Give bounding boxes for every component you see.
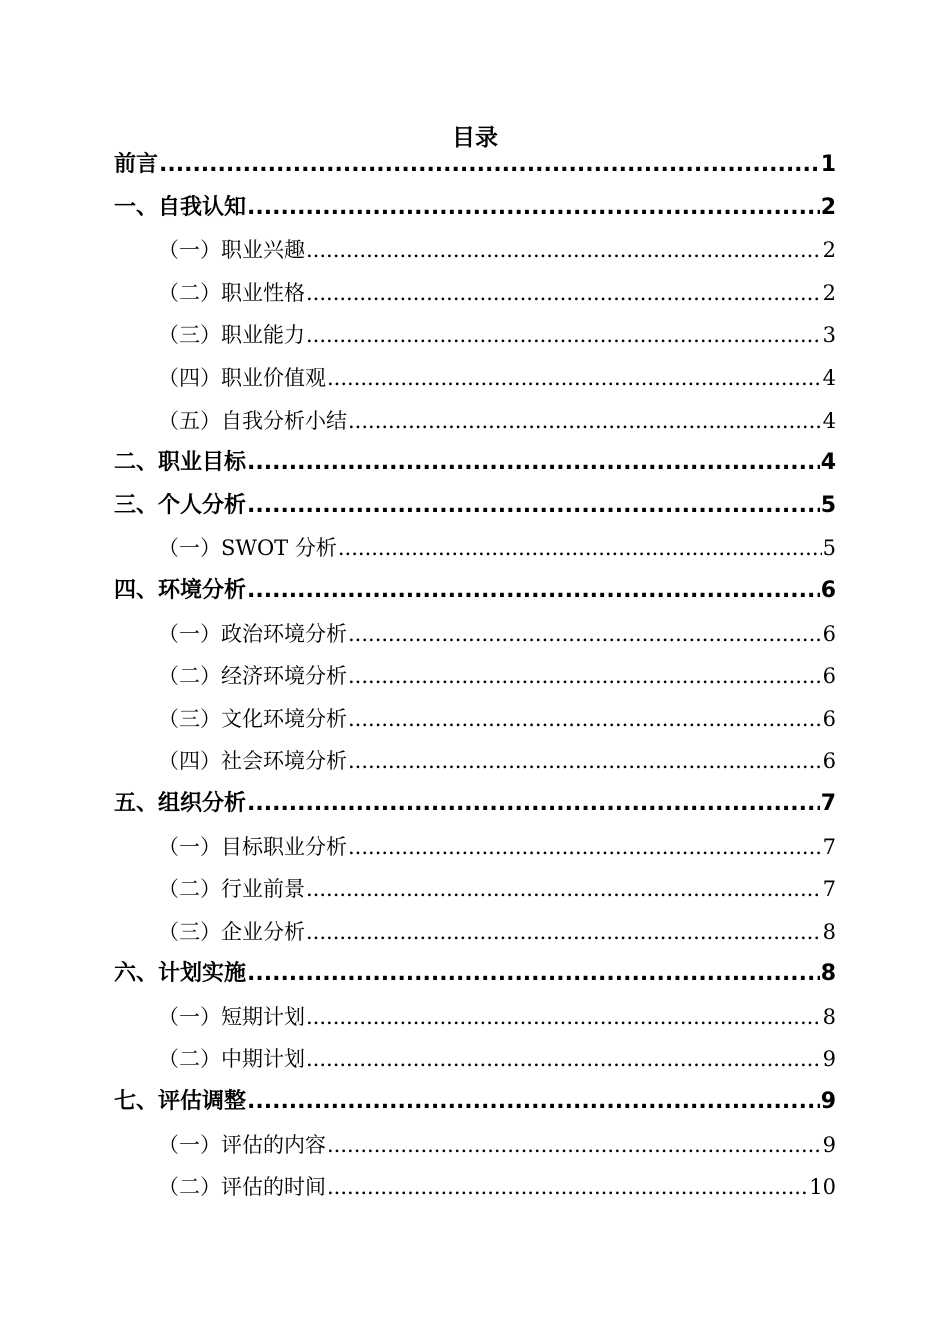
toc-list (0, 144, 950, 1209)
toc-entry-label: （一）职业兴趣 (158, 238, 305, 263)
toc-entry-page-number: 6 (822, 621, 836, 646)
toc-entry-page-number: 6 (822, 749, 836, 774)
toc-title: 目录 (452, 125, 498, 151)
toc-entry-page-number: 8 (822, 1004, 836, 1029)
toc-dot-leader (306, 996, 822, 1039)
toc-dot-leader (306, 868, 822, 911)
toc-entry-section[interactable] (0, 655, 950, 698)
toc-entry-section[interactable] (0, 357, 950, 400)
toc-dot-leader (306, 911, 822, 954)
toc-entry-page-number: 4 (822, 408, 836, 433)
toc-entry-section[interactable] (0, 996, 950, 1039)
toc-dot-leader (348, 613, 822, 656)
toc-entry-chapter[interactable] (0, 442, 950, 485)
toc-dot-leader (348, 400, 822, 443)
toc-dot-leader (306, 272, 822, 315)
toc-entry-page-number: 7 (822, 877, 836, 902)
toc-entry-label: 五、组织分析 (114, 790, 247, 816)
toc-entry-label: （五）自我分析小结 (158, 408, 347, 433)
toc-entry-label: （一）评估的内容 (158, 1132, 326, 1157)
toc-entry-label: （二）中期计划 (158, 1047, 305, 1072)
toc-dot-leader (348, 698, 822, 741)
toc-entry-label: （四）社会环境分析 (158, 749, 347, 774)
toc-entry-label: （一）政治环境分析 (158, 621, 347, 646)
toc-dot-leader (247, 485, 820, 528)
toc-dot-leader (247, 570, 820, 613)
toc-entry-page-number: 2 (822, 238, 836, 263)
toc-entry-label: 三、个人分析 (114, 492, 247, 518)
toc-entry-page-number: 8 (822, 919, 836, 944)
toc-entry-section[interactable] (0, 400, 950, 443)
toc-entry-section[interactable] (0, 826, 950, 869)
toc-entry-page-number: 7 (822, 834, 836, 859)
toc-entry-label: （三）企业分析 (158, 919, 305, 944)
toc-dot-leader (247, 783, 820, 826)
toc-dot-leader (247, 442, 820, 485)
toc-entry-chapter[interactable] (0, 1081, 950, 1124)
toc-dot-leader (247, 1081, 820, 1124)
toc-dot-leader (159, 144, 820, 187)
toc-entry-label: （二）经济环境分析 (158, 664, 347, 689)
toc-entry-label: 四、环境分析 (114, 577, 247, 603)
toc-entry-label: （一）SWOT 分析 (158, 536, 337, 561)
toc-entry-label: （二）职业性格 (158, 280, 305, 305)
toc-entry-page-number: 5 (820, 492, 836, 518)
toc-entry-section[interactable] (0, 740, 950, 783)
toc-entry-page-number: 10 (809, 1175, 836, 1200)
toc-entry-page-number: 8 (820, 961, 836, 987)
toc-entry-page-number: 7 (820, 790, 836, 816)
toc-entry-label: （一）目标职业分析 (158, 834, 347, 859)
toc-entry-label: （二）评估的时间 (158, 1175, 326, 1200)
toc-entry-page-number: 1 (820, 152, 836, 177)
toc-entry-label: 前言 (114, 152, 159, 177)
toc-entry-page-number: 6 (820, 577, 836, 603)
toc-entry-section[interactable] (0, 314, 950, 357)
toc-entry-label: 一、自我认知 (114, 194, 247, 220)
toc-entry-page-number: 2 (822, 280, 836, 305)
toc-entry-label: （三）文化环境分析 (158, 706, 347, 731)
toc-entry-section[interactable] (0, 272, 950, 315)
toc-entry-section[interactable] (0, 911, 950, 954)
toc-entry-page-number: 6 (822, 664, 836, 689)
toc-entry-section[interactable] (0, 527, 950, 570)
toc-entry-label: （四）职业价值观 (158, 365, 326, 390)
toc-entry-page-number: 5 (822, 536, 836, 561)
toc-dot-leader (327, 1166, 808, 1209)
toc-dot-leader (247, 187, 820, 230)
toc-entry-section[interactable] (0, 868, 950, 911)
toc-entry-chapter[interactable] (0, 783, 950, 826)
toc-entry-section[interactable] (0, 613, 950, 656)
toc-entry-section[interactable] (0, 1038, 950, 1081)
toc-entry-page-number: 4 (822, 365, 836, 390)
toc-dot-leader (306, 314, 822, 357)
toc-entry-section[interactable] (0, 1166, 950, 1209)
toc-entry-label: 六、计划实施 (114, 961, 247, 987)
toc-entry-page-number: 4 (820, 450, 836, 476)
toc-entry-page-number: 2 (820, 194, 836, 220)
toc-dot-leader (348, 826, 822, 869)
toc-entry-chapter[interactable] (0, 144, 950, 187)
toc-entry-page-number: 9 (820, 1089, 836, 1115)
toc-entry-page-number: 9 (822, 1132, 836, 1157)
toc-dot-leader (338, 527, 822, 570)
toc-entry-label: （二）行业前景 (158, 877, 305, 902)
toc-entry-label: （三）职业能力 (158, 323, 305, 348)
toc-entry-page-number: 6 (822, 706, 836, 731)
toc-entry-section[interactable] (0, 1124, 950, 1167)
toc-entry-chapter[interactable] (0, 485, 950, 528)
toc-entry-section[interactable] (0, 229, 950, 272)
toc-entry-label: 七、评估调整 (114, 1089, 247, 1115)
toc-entry-chapter[interactable] (0, 187, 950, 230)
toc-dot-leader (247, 953, 820, 996)
toc-dot-leader (348, 740, 822, 783)
toc-dot-leader (306, 229, 822, 272)
toc-entry-chapter[interactable] (0, 953, 950, 996)
toc-entry-section[interactable] (0, 698, 950, 741)
toc-dot-leader (306, 1038, 822, 1081)
toc-entry-page-number: 3 (822, 323, 836, 348)
toc-entry-label: （一）短期计划 (158, 1004, 305, 1029)
toc-dot-leader (327, 357, 822, 400)
toc-entry-chapter[interactable] (0, 570, 950, 613)
toc-entry-label: 二、职业目标 (114, 450, 247, 476)
toc-dot-leader (348, 655, 822, 698)
toc-dot-leader (327, 1124, 822, 1167)
toc-entry-page-number: 9 (822, 1047, 836, 1072)
